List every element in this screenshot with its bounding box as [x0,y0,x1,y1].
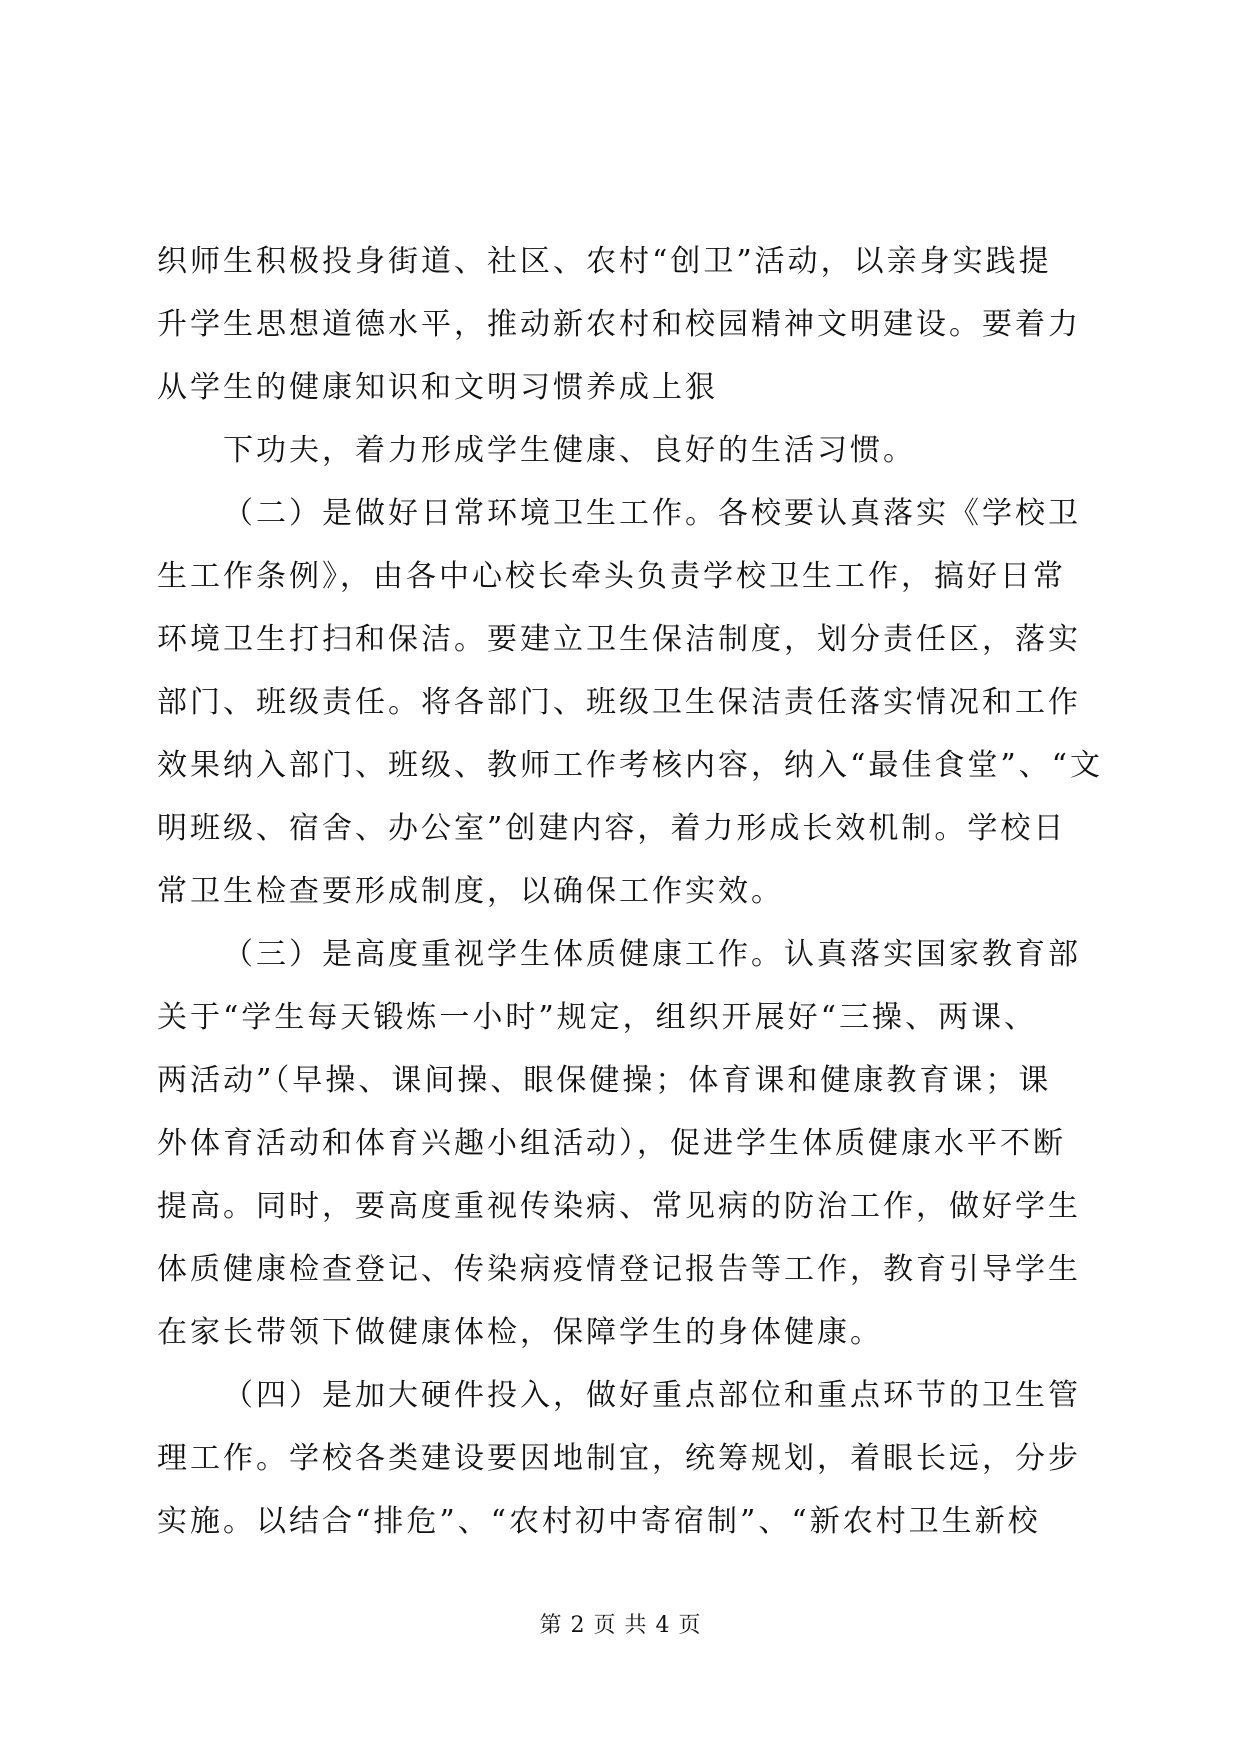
text-line: 下功夫，着力形成学生健康、良好的生活习惯。 [223,433,916,468]
text-line: （三）是高度重视学生体质健康工作。认真落实国家教育部 [223,937,1081,972]
paragraph-section-3 [157,923,1087,1364]
text-line: 外体育活动和体育兴趣小组活动），促进学生体质健康水平不断 [157,1126,1066,1161]
text-line: 织师生积极投身街道、社区、农村“创卫”活动，以亲身实践提 [157,244,1052,279]
paragraph-section-4 [157,1364,1087,1553]
text-line: （四）是加大硬件投入，做好重点部位和重点环节的卫生管 [223,1378,1081,1413]
paragraph-continuation [157,230,1087,419]
text-line: 升学生思想道德水平，推动新农村和校园精神文明建设。要着力 [157,307,1081,342]
paragraph-section-2 [157,482,1104,923]
document-body [157,230,1104,1553]
text-line: 实施。以结合“排危”、“农村初中寄宿制”、“新农村卫生新校 [157,1504,1041,1539]
text-line: 部门、班级责任。将各部门、班级卫生保洁责任落实情况和工作 [157,685,1081,720]
text-line: 体质健康检查登记、传染病疫情登记报告等工作，教育引导学生 [157,1252,1081,1287]
text-line: 常卫生检查要形成制度，以确保工作实效。 [157,874,784,909]
text-line: 两活动”（早操、课间操、眼保健操；体育课和健康教育课；课 [157,1063,1052,1098]
paragraph-habits [157,419,1087,482]
text-line: 提高。同时，要高度重视传染病、常见病的防治工作，做好学生 [157,1189,1081,1224]
text-line: 生工作条例》，由各中心校长牵头负责学校卫生工作，搞好日常 [157,559,1066,594]
text-line: 从学生的健康知识和文明习惯养成上狠 [157,370,718,405]
text-line: 关于“学生每天锻炼一小时”规定，组织开展好“三操、两课、 [157,1000,1038,1035]
text-line: 理工作。学校各类建设要因地制宜，统筹规划，着眼长远，分步 [157,1441,1081,1476]
text-line: （二）是做好日常环境卫生工作。各校要认真落实《学校卫 [223,496,1081,531]
text-line: 明班级、宿舍、办公室”创建内容，着力形成长效机制。学校日 [157,811,1067,846]
page-number: 第 2 页 共 4 页 [539,1613,702,1638]
text-line: 效果纳入部门、班级、教师工作考核内容，纳入“最佳食堂”、“文 [157,748,1104,783]
text-line: 在家长带领下做健康体检，保障学生的身体健康。 [157,1315,883,1350]
text-line: 环境卫生打扫和保洁。要建立卫生保洁制度，划分责任区，落实 [157,622,1081,657]
